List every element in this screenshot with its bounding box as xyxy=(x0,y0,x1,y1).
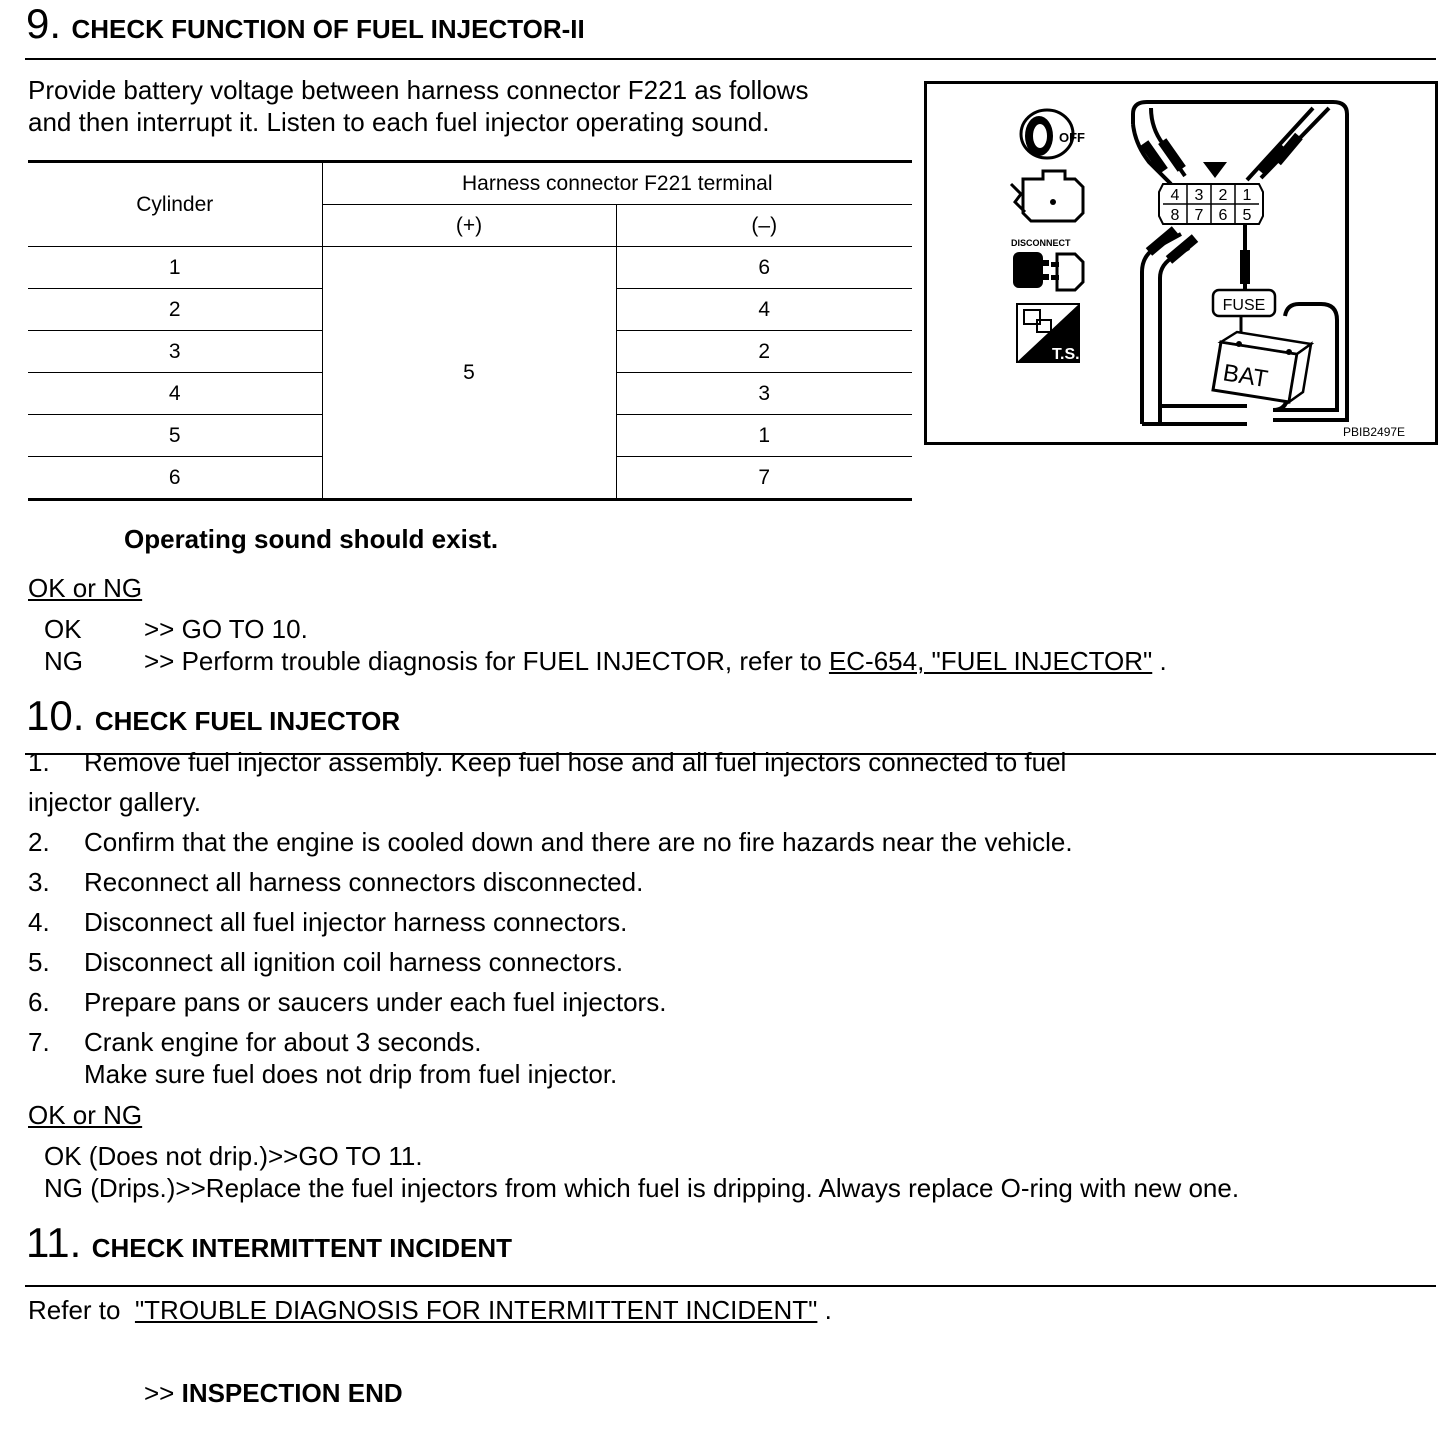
table-cell-minus: 4 xyxy=(616,289,912,331)
pin-7: 7 xyxy=(1194,207,1204,224)
list-item xyxy=(28,866,1408,906)
inspection-end xyxy=(144,1378,403,1409)
table-cell-minus: 3 xyxy=(616,373,912,415)
step-item-number: 6. xyxy=(28,987,50,1017)
fuse-label: FUSE xyxy=(1222,297,1266,314)
step10-header xyxy=(26,692,401,739)
step9-rule xyxy=(25,58,1436,60)
step-item-text: Reconnect all harness connectors disconnected. xyxy=(84,867,644,897)
ok-label: OK xyxy=(44,614,82,644)
step-item-number: 5. xyxy=(28,947,50,977)
fuel-injector-link[interactable]: EC-654, "FUEL INJECTOR" xyxy=(828,646,1153,676)
intro-line-2: and then interrupt it. Listen to each fuel injector operating sound. xyxy=(28,107,770,137)
disconnect-label: DISCONNECT xyxy=(1011,238,1071,248)
pin-2: 2 xyxy=(1218,187,1228,204)
step9-ok-ng-heading: OK or NG xyxy=(28,573,143,603)
step-item-text: Disconnect all ignition coil harness connectors. xyxy=(84,947,624,977)
intro-line-1: Provide battery voltage between harness connector F221 as follows xyxy=(28,75,809,105)
col-cylinder-header: Cylinder xyxy=(28,162,322,247)
step-item-number: 1. xyxy=(28,747,50,777)
step9-expect: Operating sound should exist. xyxy=(124,524,499,554)
step-item-text: Confirm that the engine is cooled down and there are no fire hazards near the vehicle. xyxy=(84,827,1073,857)
end-prefix: >> xyxy=(144,1378,182,1408)
step-item-number: 3. xyxy=(28,867,50,897)
off-label: OFF xyxy=(1059,130,1085,145)
table-cell-cylinder: 6 xyxy=(28,457,322,500)
end-text: INSPECTION END xyxy=(181,1378,403,1408)
ok-text: >> GO TO 10. xyxy=(144,614,308,644)
pin-3: 3 xyxy=(1194,187,1204,204)
pin-4: 4 xyxy=(1170,187,1180,204)
table-cell-cylinder: 2 xyxy=(28,289,322,331)
step-item-number: 4. xyxy=(28,907,50,937)
table-cell-minus: 1 xyxy=(616,415,912,457)
step-item-number: 2. xyxy=(28,827,50,857)
col-plus-header: (+) xyxy=(322,205,616,247)
step9-intro xyxy=(28,74,808,138)
step9-title: CHECK FUNCTION OF FUEL INJECTOR-II xyxy=(71,14,585,44)
step-item-text: Prepare pans or saucers under each fuel injectors. xyxy=(84,987,667,1017)
terminal-table xyxy=(28,160,912,501)
list-item xyxy=(28,986,1408,1026)
table-cell-minus: 2 xyxy=(616,331,912,373)
step9-ok-row xyxy=(44,613,308,645)
step9-header xyxy=(26,0,585,47)
ng-end: . xyxy=(1152,646,1167,676)
list-item xyxy=(28,906,1408,946)
step-item-text: Make sure fuel does not drip from fuel injector. xyxy=(84,1059,618,1089)
table-cell-cylinder: 3 xyxy=(28,331,322,373)
step-item-text: Disconnect all fuel injector harness connectors. xyxy=(84,907,628,937)
step11-header xyxy=(26,1219,513,1266)
engine-icon xyxy=(1011,171,1083,221)
table-cell-cylinder: 5 xyxy=(28,415,322,457)
step10-number: 10. xyxy=(26,692,85,739)
pin-8: 8 xyxy=(1170,207,1180,224)
ng-text: >> Perform trouble diagnosis for FUEL INJECTOR, refer to xyxy=(144,646,829,676)
ts-icon xyxy=(1017,304,1080,363)
ng-label: NG xyxy=(44,646,83,676)
table-cell-minus: 7 xyxy=(616,457,912,500)
pin-6: 6 xyxy=(1218,207,1228,224)
col-minus-header: (–) xyxy=(616,205,912,247)
step10-steps xyxy=(28,746,1408,1090)
ignition-key-icon xyxy=(1021,110,1085,158)
refer-prefix: Refer to xyxy=(28,1295,135,1325)
ts-label: T.S. xyxy=(1052,346,1080,363)
table-cell-cylinder: 1 xyxy=(28,247,322,289)
wiring-figure xyxy=(924,81,1438,445)
step-item-1-continued: injector gallery. xyxy=(28,787,201,817)
step11-number: 11. xyxy=(26,1219,82,1266)
step11-rule xyxy=(25,1285,1436,1287)
list-item xyxy=(28,946,1408,986)
step-item-1 xyxy=(28,746,1408,778)
step10-ok-row: OK (Does not drip.)>>GO TO 11. xyxy=(44,1141,423,1171)
table-cell-plus: 5 xyxy=(322,247,616,500)
figure-code: PBIB2497E xyxy=(1343,425,1406,439)
step11-title: CHECK INTERMITTENT INCIDENT xyxy=(91,1233,513,1263)
step11-refer xyxy=(28,1294,832,1326)
step10-title: CHECK FUEL INJECTOR xyxy=(94,706,401,736)
table-cell-minus: 6 xyxy=(616,247,912,289)
bat-label: BAT xyxy=(1221,359,1270,394)
list-item xyxy=(28,826,1408,866)
battery-icon xyxy=(1213,332,1311,402)
step10-ok-ng-heading: OK or NG xyxy=(28,1100,143,1130)
col-group-header: Harness connector F221 terminal xyxy=(322,162,912,205)
list-item xyxy=(28,1026,1408,1058)
refer-end: . xyxy=(817,1295,832,1325)
list-item-continued xyxy=(28,1058,1408,1090)
table-cell-cylinder: 4 xyxy=(28,373,322,415)
step10-ng-row: NG (Drips.)>>Replace the fuel injectors from which fuel is dripping. Always replace O-ring with new one. xyxy=(44,1173,1240,1203)
intermittent-incident-link[interactable]: "TROUBLE DIAGNOSIS FOR INTERMITTENT INCIDENT" xyxy=(134,1295,818,1325)
disconnect-icon xyxy=(1013,252,1083,290)
step-item-text: Remove fuel injector assembly. Keep fuel hose and all fuel injectors connected to fuel xyxy=(84,747,1067,777)
step9-number: 9. xyxy=(26,0,62,47)
step9-ng-row xyxy=(44,645,1167,677)
pin-5: 5 xyxy=(1242,207,1252,224)
step10-list xyxy=(28,826,1408,1090)
step-item-text: Crank engine for about 3 seconds. xyxy=(84,1027,482,1057)
step-item-number: 7. xyxy=(28,1027,50,1057)
pin-1: 1 xyxy=(1242,187,1252,204)
